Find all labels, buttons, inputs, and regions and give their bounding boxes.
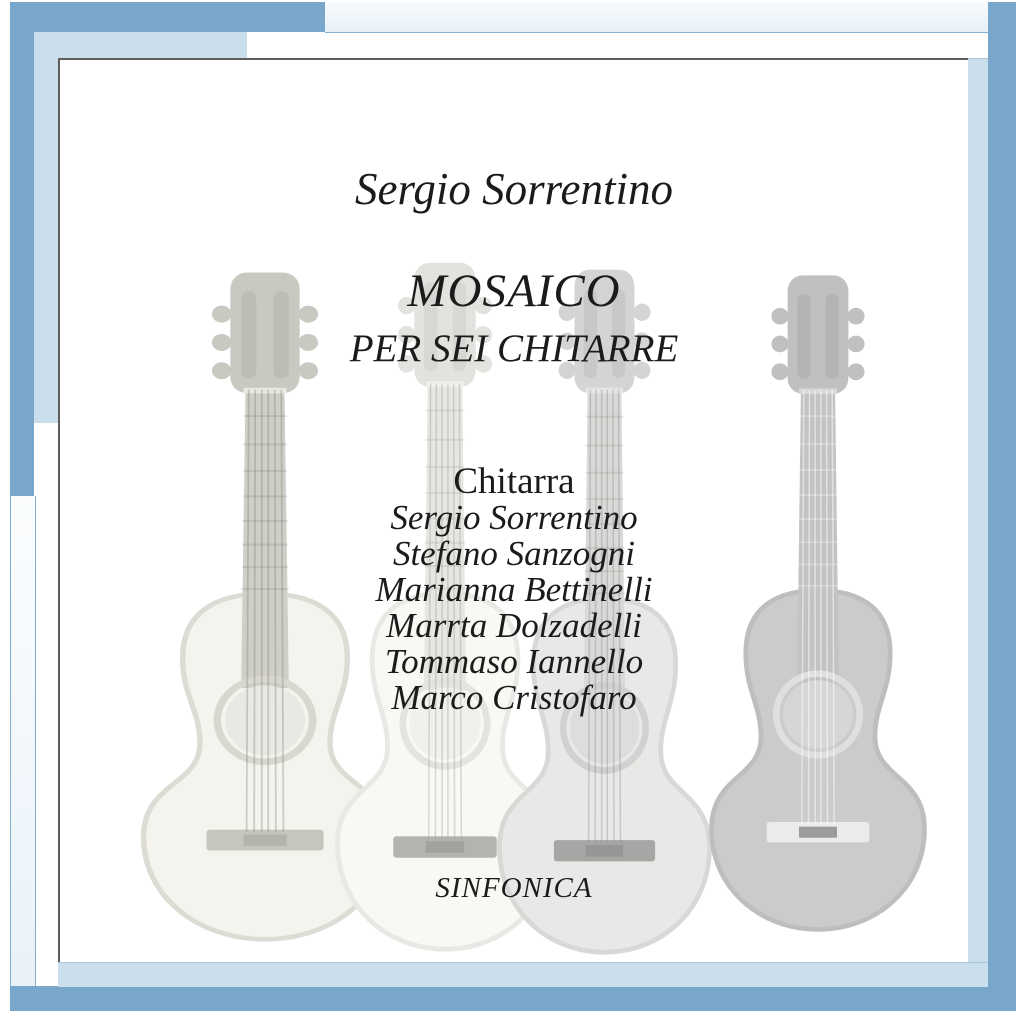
album-title: MOSAICO — [407, 265, 621, 317]
performer-name: Tommaso Iannello — [384, 642, 644, 681]
credits-block — [60, 461, 968, 717]
album-subtitle: PER SEI CHITARRE — [349, 327, 679, 370]
artist-name: Sergio Sorrentino — [355, 164, 673, 214]
frame-bar-bottom — [10, 986, 1016, 1011]
frame-bar-left — [10, 2, 34, 496]
decor-pale-panel-bottom-left — [10, 496, 36, 986]
frame-bar-top — [10, 2, 325, 32]
cover-art-area — [58, 58, 968, 962]
record-label: SINFONICA — [435, 872, 593, 904]
performer-name: Marianna Bettinelli — [375, 570, 653, 609]
decor-pale-panel-top-right — [325, 2, 988, 33]
frame-mat-bottom — [58, 962, 988, 987]
frame-mat-top — [34, 32, 247, 58]
frame-mat-right — [968, 58, 988, 987]
frame-bar-right — [988, 2, 1016, 1011]
frame-mat-left — [34, 32, 58, 423]
credits-heading: Chitarra — [453, 461, 575, 502]
performer-name: Marco Cristofaro — [391, 678, 637, 717]
performer-name: Stefano Sanzogni — [392, 534, 636, 573]
performer-name: Sergio Sorrentino — [390, 498, 638, 537]
performer-name: Marrta Dolzadelli — [386, 606, 642, 645]
